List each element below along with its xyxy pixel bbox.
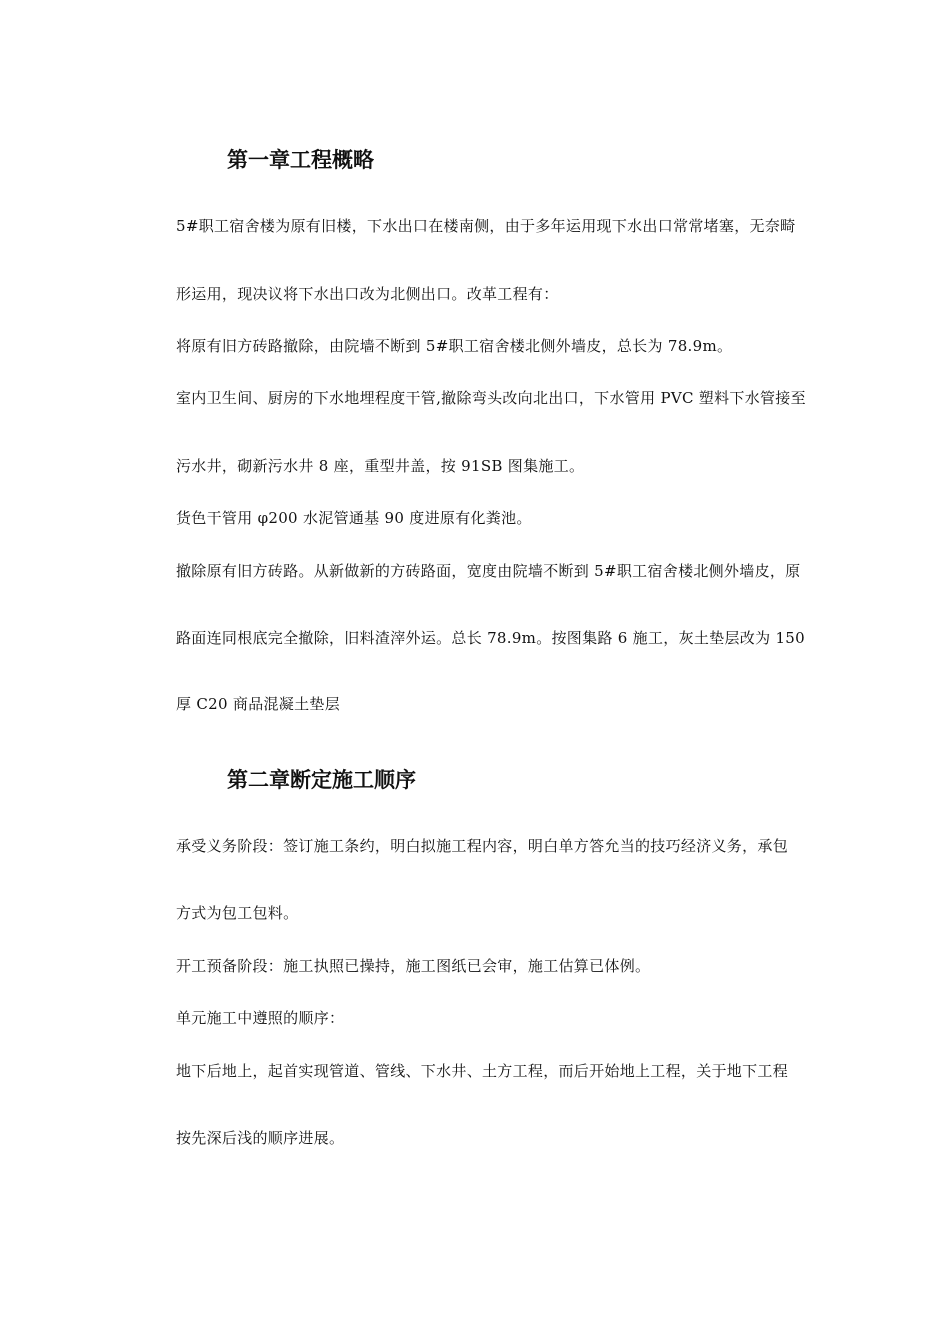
chapter2-line-5: 地下后地上，起首实现管道、管线、下水井、土方工程，而后开始地上工程，关于地下工程 (176, 1062, 789, 1080)
chapter1-line-7: 撤除原有旧方砖路。从新做新的方砖路面，宽度由院墙不断到 5#职工宿舍楼北侧外墙皮，原 (176, 562, 801, 580)
chapter1-line-2: 形运用，现决议将下水出口改为北侧出口。改革工程有： (176, 285, 559, 303)
chapter1-line-4: 室内卫生间、厨房的下水地埋程度干管,撤除弯头改向北出口，下水管用 PVC 塑料下水管接至 (176, 389, 806, 407)
chapter2-line-2: 方式为包工包料。 (176, 904, 299, 922)
chapter1-line-6: 货色干管用 φ200 水泥管通基 90 度进原有化粪池。 (176, 509, 532, 527)
chapter1-line-3: 将原有旧方砖路撤除，由院墙不断到 5#职工宿舍楼北侧外墙皮，总长为 78.9m。 (176, 337, 733, 355)
chapter2-line-1: 承受义务阶段：签订施工条约，明白拟施工程内容，明白单方答允当的技巧经济义务，承包 (176, 837, 789, 855)
chapter2-line-3: 开工预备阶段：施工执照已操持，施工图纸已会审，施工估算已体例。 (176, 957, 651, 975)
chapter1-line-9: 厚 C20 商品混凝土垫层 (176, 695, 341, 713)
chapter2-line-6: 按先深后浅的顺序进展。 (176, 1129, 345, 1147)
chapter2-title: 第二章断定施工顺序 (227, 768, 416, 792)
chapter1-line-5: 污水井，砌新污水井 8 座，重型井盖，按 91SB 图集施工。 (176, 457, 585, 475)
chapter1-line-8: 路面连同根底完全撤除，旧料渣滓外运。总长 78.9m。按图集路 6 施工，灰土垫层改为 150 (176, 629, 805, 647)
chapter1-line-1: 5#职工宿舍楼为原有旧楼，下水出口在楼南侧，由于多年运用现下水出口常常堵塞，无奈畸 (176, 217, 796, 235)
chapter1-title: 第一章工程概略 (227, 148, 374, 172)
chapter2-line-4: 单元施工中遵照的顺序： (176, 1009, 345, 1027)
